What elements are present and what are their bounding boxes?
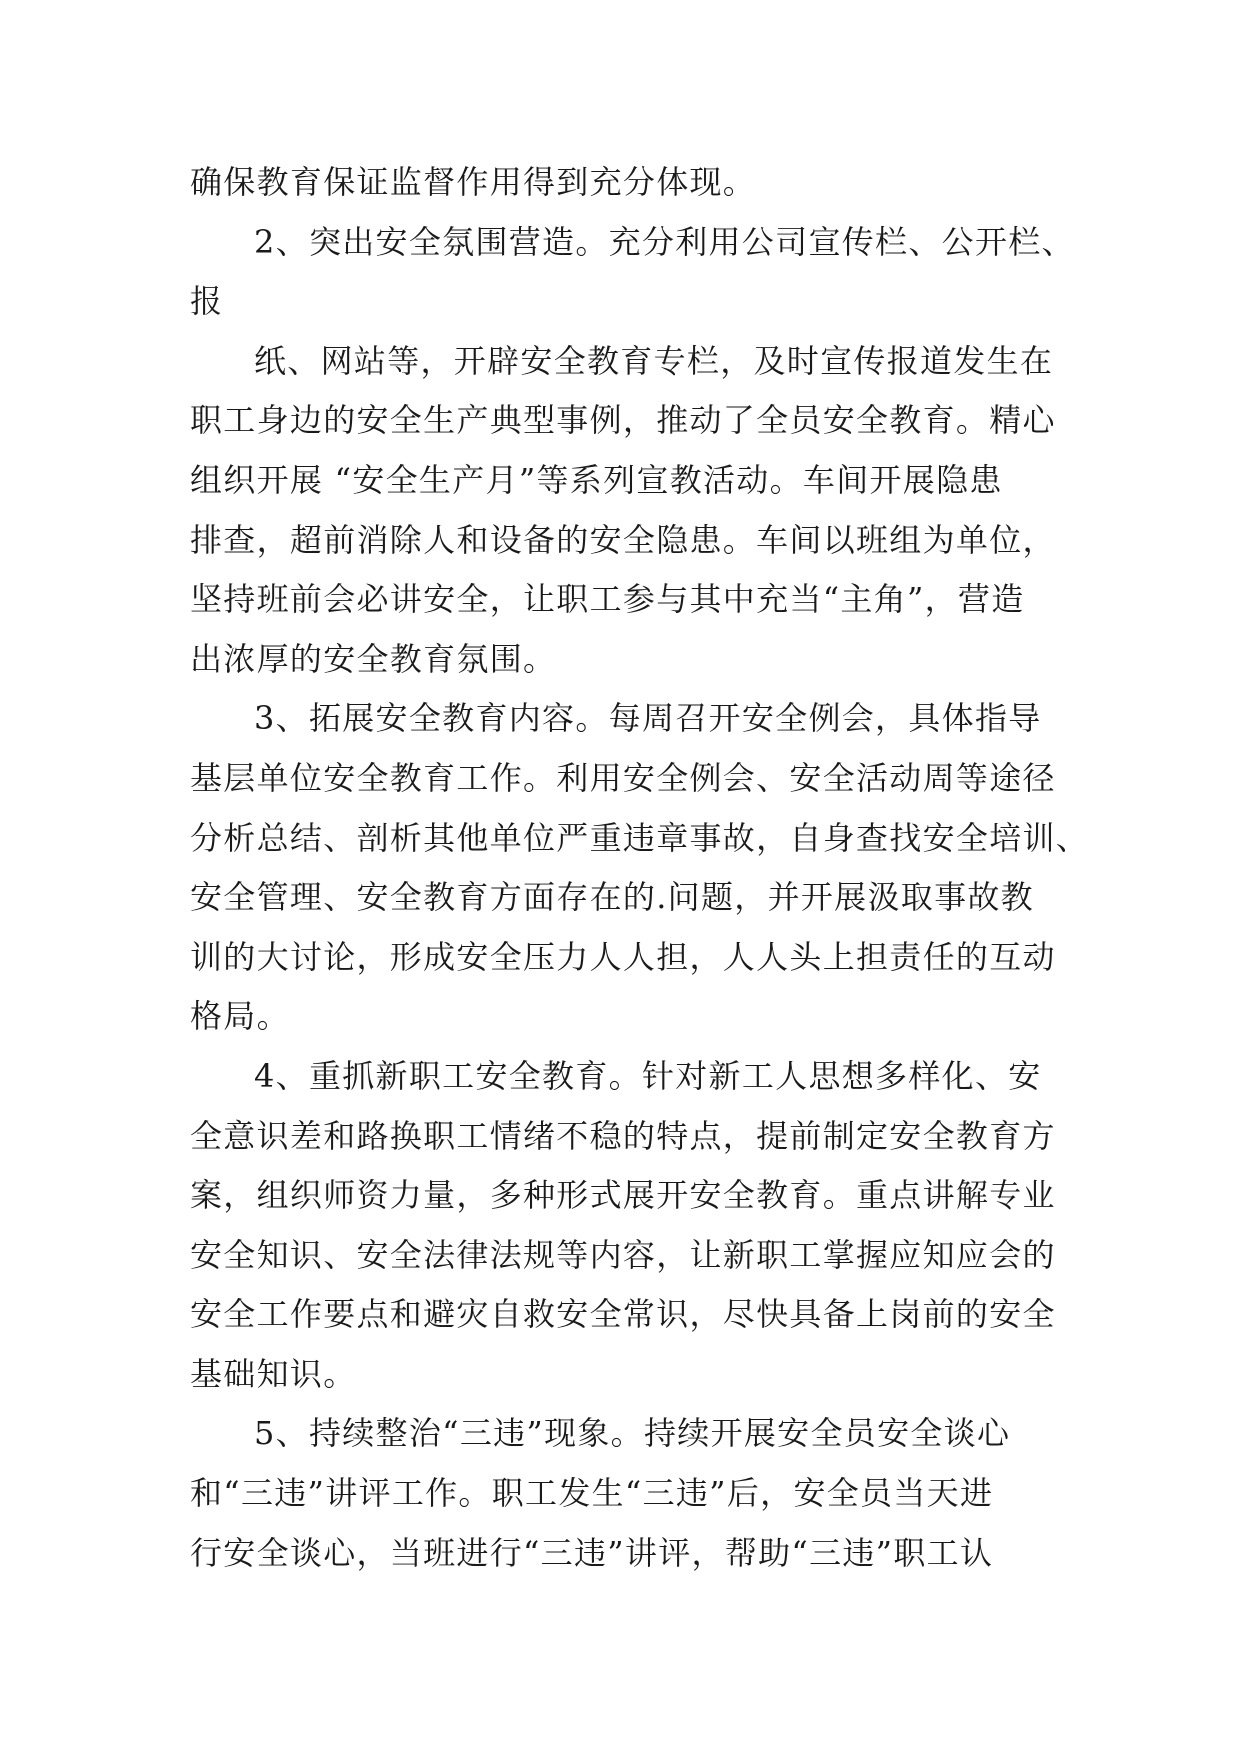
text-line: 5、持续整治“三违”现象。持续开展安全员安全谈心: [254, 1414, 1011, 1453]
text-line: 4、重抓新职工安全教育。针对新工人思想多样化、安: [254, 1056, 1042, 1095]
text-line: 训的大讨论，形成安全压力人人担，人人头上担责任的互动: [190, 937, 1056, 976]
text-line: 出浓厚的安全教育氛围。: [190, 639, 557, 678]
text-line: 职工身边的安全生产典型事例，推动了全员安全教育。精心: [190, 401, 1056, 440]
text-line: 3、拓展安全教育内容。每周召开安全例会，具体指导: [254, 699, 1042, 738]
body-text: [190, 153, 1090, 1583]
text-line: 全意识差和路换职工情绪不稳的特点，提前制定安全教育方: [190, 1116, 1056, 1155]
text-line: 基层单位安全教育工作。利用安全例会、安全活动周等途径: [190, 758, 1056, 797]
text-line: 组织开展 “安全生产月”等系列宣教活动。车间开展隐患: [190, 460, 1003, 499]
text-line: 分析总结、剖析其他单位严重违章事故，自身查找安全培训、: [190, 818, 1090, 857]
text-line: 安全工作要点和避灾自救安全常识，尽快具备上岗前的安全: [190, 1295, 1056, 1334]
text-line: 纸、网站等，开辟安全教育专栏，及时宣传报道发生在: [254, 341, 1054, 380]
text-line: 格局。: [190, 997, 290, 1036]
text-line: 和“三违”讲评工作。职工发生“三违”后，安全员当天进: [190, 1474, 994, 1513]
text-line: 2、突出安全氛围营造。充分利用公司宣传栏、公开栏、: [254, 222, 1075, 261]
text-line: 基础知识。: [190, 1354, 357, 1393]
text-line: 安全管理、安全教育方面存在的.问题，并开展汲取事故教: [190, 878, 1034, 917]
text-line: 行安全谈心，当班进行“三违”讲评，帮助“三违”职工认: [190, 1533, 994, 1572]
text-line: 案，组织师资力量，多种形式展开安全教育。重点讲解专业: [190, 1176, 1056, 1215]
text-line: 安全知识、安全法律法规等内容，让新职工掌握应知应会的: [190, 1235, 1056, 1274]
text-line: 坚持班前会必讲安全，让职工参与其中充当“主角”，营造: [190, 580, 1025, 619]
text-line: 报: [190, 282, 224, 321]
text-line: 排查，超前消除人和设备的安全隐患。车间以班组为单位，: [190, 520, 1056, 559]
text-line: 确保教育保证监督作用得到充分体现。: [190, 163, 757, 201]
